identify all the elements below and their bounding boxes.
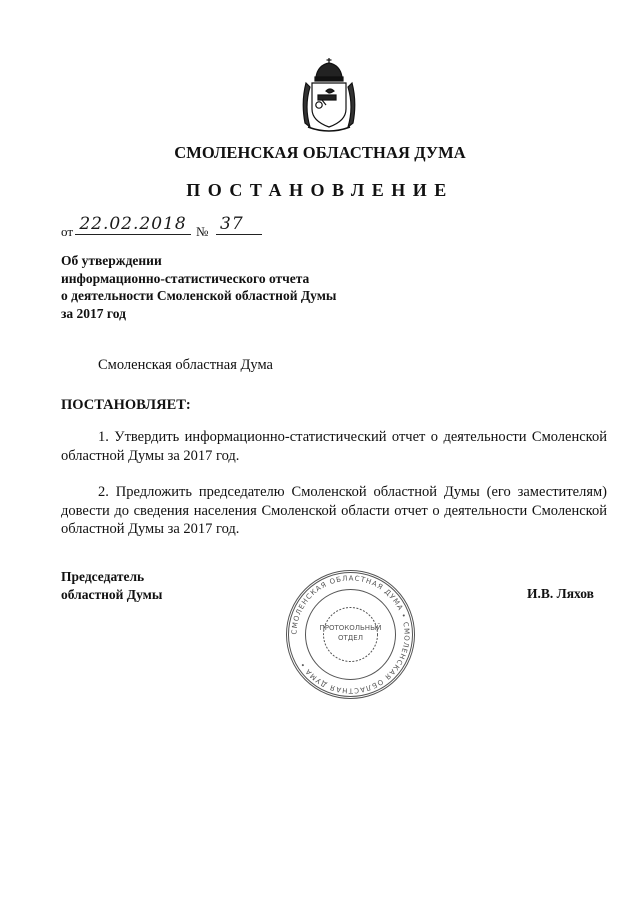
resolution-paragraph-2: 2. Предложить председателю Смоленской областной Думы (его заместителям) довести до сведения населения Смоленской области отчет о деятельности Смоленской областной Думы за 2017 год.: [61, 484, 607, 537]
stamp-inner-text: [319, 623, 381, 642]
signatory-name: И.В. Ляхов: [527, 586, 594, 601]
date-prefix: от: [61, 224, 74, 239]
handwritten-number: 37: [216, 214, 262, 235]
organization-title: СМОЛЕНСКАЯ ОБЛАСТНАЯ ДУМА: [174, 143, 466, 162]
resolution-paragraph-1: 1. Утвердить информационно-статистический отчет о деятельности Смоленской областной Думы за 2017 год.: [61, 429, 607, 464]
stamp-outer-text: СМОЛЕНСКАЯ ОБЛАСТНАЯ ДУМА • СМОЛЕНСКАЯ ОБЛАСТНАЯ ДУМА •: [290, 574, 411, 695]
coat-of-arms-icon: [296, 57, 362, 135]
resolves-heading: ПОСТАНОВЛЯЕТ:: [61, 397, 191, 413]
signatory-title-line: Председатель: [61, 569, 145, 584]
preamble-text: Смоленская областная Дума: [98, 357, 273, 373]
signatory-title-line: областной Думы: [61, 587, 163, 602]
number-prefix: №: [196, 224, 209, 239]
registration-line: [61, 212, 281, 240]
stamp-inner-line: ПРОТОКОЛЬНЫЙ: [319, 624, 382, 632]
signatory-title: [61, 568, 162, 604]
document-type-heading: ПОСТАНОВЛЕНИЕ: [186, 180, 454, 200]
official-stamp: [283, 567, 418, 702]
subject-line: Об утверждении: [61, 253, 162, 268]
subject-line: за 2017 год: [61, 305, 126, 321]
handwritten-date: 22.02.2018: [75, 214, 191, 235]
stamp-inner-line: ОТДЕЛ: [338, 634, 363, 642]
document-subject: [61, 252, 391, 322]
subject-line: информационно-статистического отчета: [61, 270, 310, 286]
subject-line: о деятельности Смоленской областной Думы: [61, 288, 337, 303]
